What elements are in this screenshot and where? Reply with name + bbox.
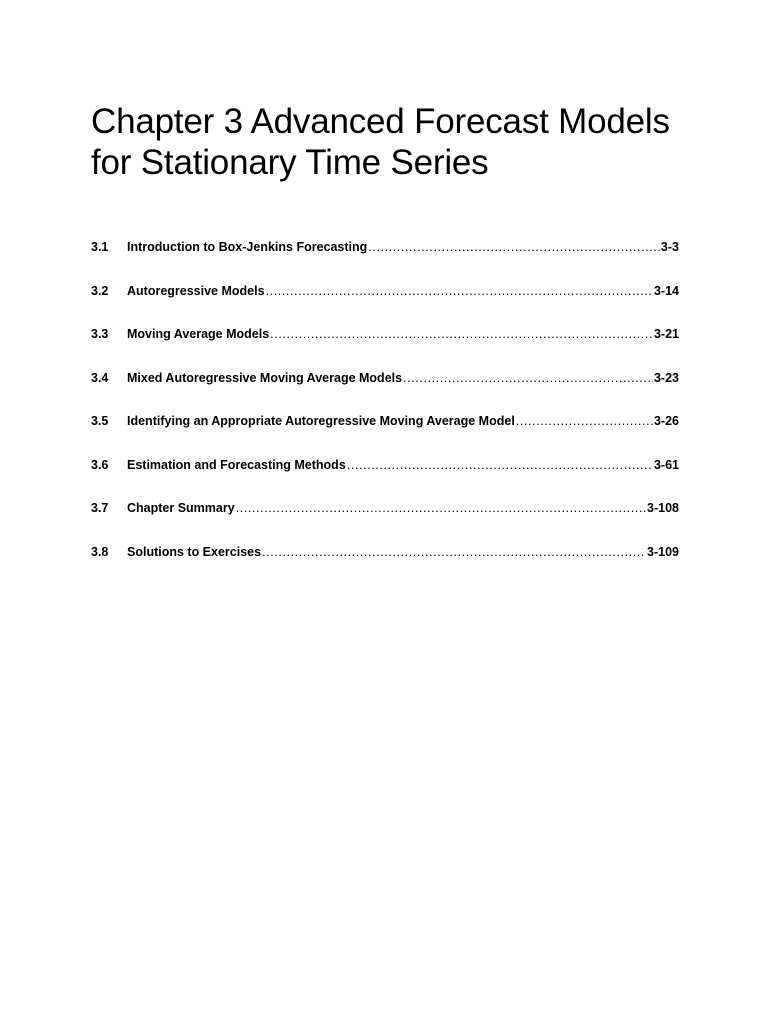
toc-dot-leader	[347, 455, 653, 475]
toc-entry[interactable]	[91, 281, 679, 325]
toc-entry-page: 3-3	[660, 240, 679, 254]
chapter-heading	[91, 101, 711, 183]
toc-entry-number: 3.3	[91, 327, 109, 341]
toc-entry-page: 3-21	[653, 327, 679, 341]
toc-entry-title: Identifying an Appropriate Autoregressive Moving Average Model	[127, 414, 515, 428]
toc-dot-leader	[368, 237, 660, 257]
toc-entry-page: 3-14	[653, 283, 679, 298]
toc-entry-number: 3.1	[91, 240, 109, 254]
toc-entry[interactable]	[91, 455, 679, 499]
toc-entry-number: 3.8	[91, 544, 109, 559]
toc-entry-page: 3-26	[653, 414, 679, 428]
toc-dot-leader	[403, 368, 653, 388]
toc-entry-page: 3-109	[647, 544, 679, 559]
toc-entry[interactable]	[91, 324, 679, 368]
toc-entry-title: Autoregressive Models	[127, 283, 265, 298]
toc-entry-number: 3.4	[91, 370, 109, 385]
toc-entry-title: Moving Average Models	[127, 327, 270, 341]
chapter-title-text: Advanced Forecast Models for Stationary Time Series	[91, 102, 670, 182]
toc-dot-leader	[262, 542, 646, 562]
toc-dot-leader	[516, 411, 653, 431]
toc-entry-title: Introduction to Box-Jenkins Forecasting	[127, 240, 368, 254]
toc-dot-leader	[266, 281, 653, 301]
toc-entry[interactable]	[91, 237, 679, 281]
toc-entry[interactable]	[91, 542, 679, 586]
toc-entry-number: 3.2	[91, 283, 109, 298]
toc-entry-title: Chapter Summary	[127, 501, 235, 515]
toc-entry-number: 3.6	[91, 457, 109, 472]
toc-entry[interactable]	[91, 411, 679, 455]
toc-entry-title: Estimation and Forecasting Methods	[127, 457, 346, 472]
toc-entry-title: Solutions to Exercises	[127, 544, 262, 559]
toc-entry-page: 3-61	[653, 457, 679, 472]
toc-entry[interactable]	[91, 368, 679, 412]
toc-entry[interactable]	[91, 498, 679, 542]
toc-entry-page: 3-108	[647, 501, 679, 515]
toc-entry-page: 3-23	[653, 370, 679, 385]
toc-dot-leader	[236, 498, 646, 518]
table-of-contents	[91, 237, 679, 585]
chapter-label: Chapter 3	[91, 102, 243, 141]
toc-dot-leader	[270, 324, 653, 344]
chapter-gap	[243, 102, 251, 141]
toc-entry-title: Mixed Autoregressive Moving Average Models	[127, 370, 403, 385]
toc-entry-number: 3.7	[91, 501, 109, 515]
toc-entry-number: 3.5	[91, 414, 109, 428]
